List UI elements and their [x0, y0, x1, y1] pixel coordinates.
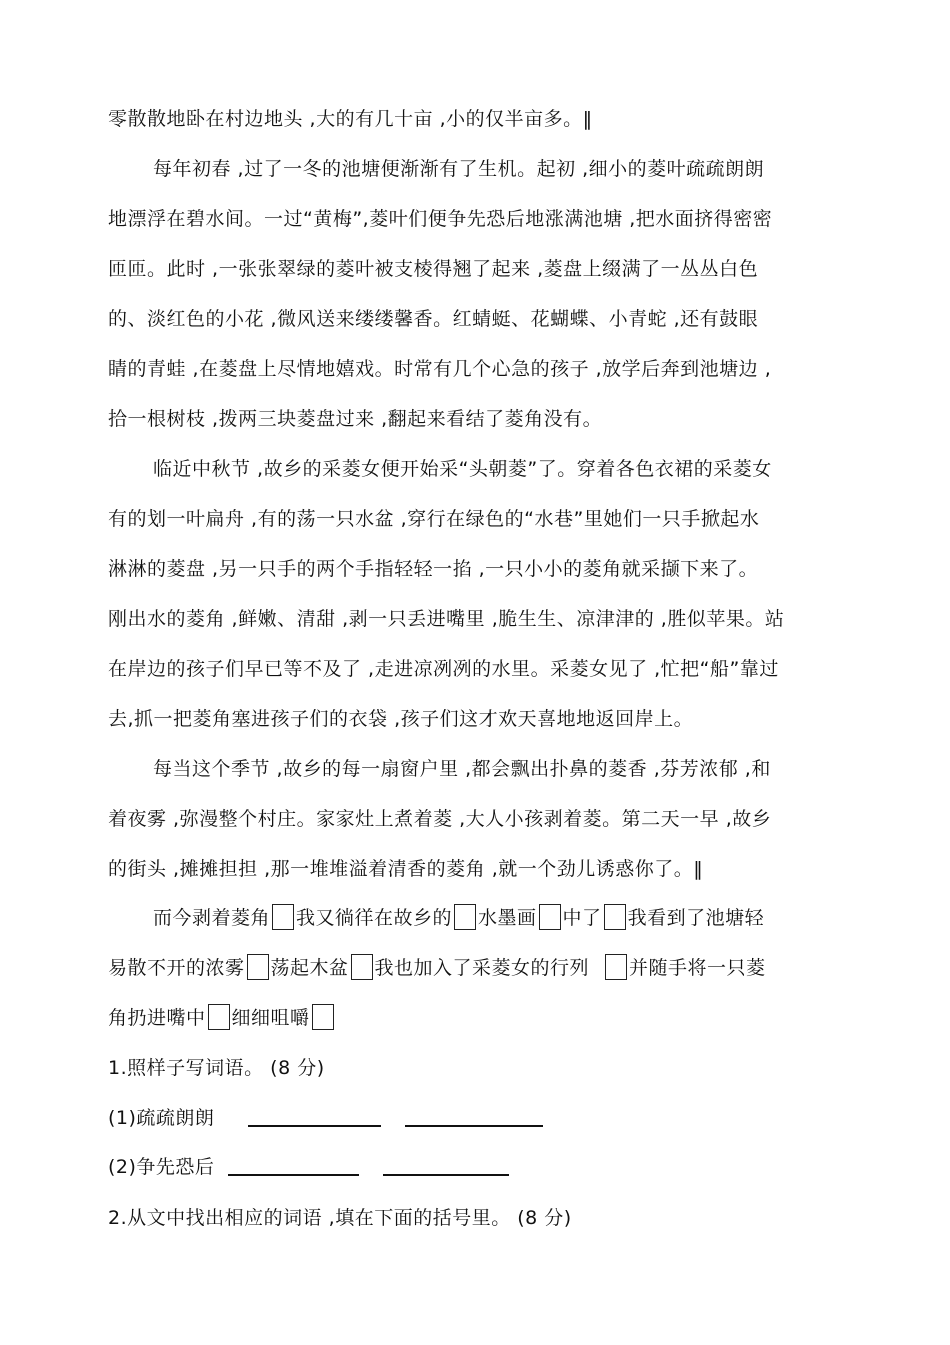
punctuation-exercise-line: [153, 903, 764, 933]
punctuation-box[interactable]: [247, 954, 269, 980]
punctuation-box[interactable]: [605, 954, 627, 980]
answer-blank[interactable]: [383, 1174, 509, 1176]
passage-line: 拾一根树枝 ,拨两三块菱盘过来 ,翻起来看结了菱角没有。: [108, 408, 603, 430]
passage-line: 刚出水的菱角 ,鲜嫩、清甜 ,剥一只丢进嘴里 ,脆生生、凉津津的 ,胜似苹果。站: [108, 608, 785, 630]
passage-line: 淋淋的菱盘 ,另一只手的两个手指轻轻一掐 ,一只小小的菱角就采撷下来了。: [108, 558, 759, 580]
punctuation-box[interactable]: [312, 1004, 334, 1030]
text-segment: 而今剥着菱角: [153, 907, 271, 929]
question-1-title: 1.照样子写词语。 (8 分): [108, 1057, 325, 1079]
text-segment: 角扔进嘴中: [108, 1007, 206, 1029]
punctuation-box[interactable]: [351, 954, 373, 980]
passage-line: 零散散地卧在村边地头 ,大的有几十亩 ,小的仅半亩多。‖: [108, 108, 593, 130]
passage-line: 每当这个季节 ,故乡的每一扇窗户里 ,都会飘出扑鼻的菱香 ,芬芳浓郁 ,和: [153, 758, 771, 780]
answer-blank[interactable]: [248, 1125, 381, 1127]
text-segment: 并随手将一只菱: [629, 957, 766, 979]
passage-line: 去,抓一把菱角塞进孩子们的衣袋 ,孩子们这才欢天喜地地返回岸上。: [108, 708, 694, 730]
punctuation-box[interactable]: [539, 904, 561, 930]
passage-line: 的、淡红色的小花 ,微风送来缕缕馨香。红蜻蜓、花蝴蝶、小青蛇 ,还有鼓眼: [108, 308, 759, 330]
text-segment: 易散不开的浓雾: [108, 957, 245, 979]
passage-line: 有的划一叶扁舟 ,有的荡一只水盆 ,穿行在绿色的“水巷”里她们一只手掀起水: [108, 508, 760, 530]
question-1-2-label: (2)争先恐后: [108, 1156, 215, 1178]
punctuation-exercise-line: [108, 953, 766, 983]
text-segment: 细细咀嚼: [231, 1007, 310, 1029]
answer-blank[interactable]: [405, 1125, 543, 1127]
question-2-title: 2.从文中找出相应的词语 ,填在下面的括号里。 (8 分): [108, 1207, 572, 1229]
punctuation-box[interactable]: [454, 904, 476, 930]
passage-line: 着夜雾 ,弥漫整个村庄。家家灶上煮着菱 ,大人小孩剥着菱。第二天一早 ,故乡: [108, 808, 772, 830]
question-1-1-label: (1)疏疏朗朗: [108, 1107, 215, 1129]
punctuation-box[interactable]: [272, 904, 294, 930]
punctuation-box[interactable]: [604, 904, 626, 930]
text-segment: 我看到了池塘轻: [627, 907, 765, 929]
text-segment: 荡起木盆: [270, 957, 349, 979]
passage-line: 睛的青蛙 ,在菱盘上尽情地嬉戏。时常有几个心急的孩子 ,放学后奔到池塘边 ,: [108, 358, 772, 380]
punctuation-box[interactable]: [208, 1004, 230, 1030]
passage-line: 临近中秋节 ,故乡的采菱女便开始采“头朝菱”了。穿着各色衣裙的采菱女: [153, 458, 772, 480]
text-segment: 中了: [562, 907, 602, 929]
passage-line: 的街头 ,摊摊担担 ,那一堆堆溢着清香的菱角 ,就一个劲儿诱惑你了。‖: [108, 858, 704, 880]
passage-line: 地漂浮在碧水间。一过“黄梅”,菱叶们便争先恐后地涨满池塘 ,把水面挤得密密: [108, 208, 773, 230]
text-segment: 我又徜徉在故乡的: [296, 907, 453, 929]
answer-blank[interactable]: [228, 1174, 359, 1176]
passage-line: 在岸边的孩子们早已等不及了 ,走进凉冽冽的水里。采菱女见了 ,忙把“船”靠过: [108, 658, 779, 680]
punctuation-exercise-line: [108, 1003, 336, 1033]
passage-line: 每年初春 ,过了一冬的池塘便渐渐有了生机。起初 ,细小的菱叶疏疏朗朗: [153, 158, 765, 180]
text-segment: 水墨画: [478, 907, 537, 929]
text-segment: 我也加入了采菱女的行列: [374, 957, 590, 979]
passage-line: 匝匝。此时 ,一张张翠绿的菱叶被支棱得翘了起来 ,菱盘上缀满了一丛丛白色: [108, 258, 759, 280]
